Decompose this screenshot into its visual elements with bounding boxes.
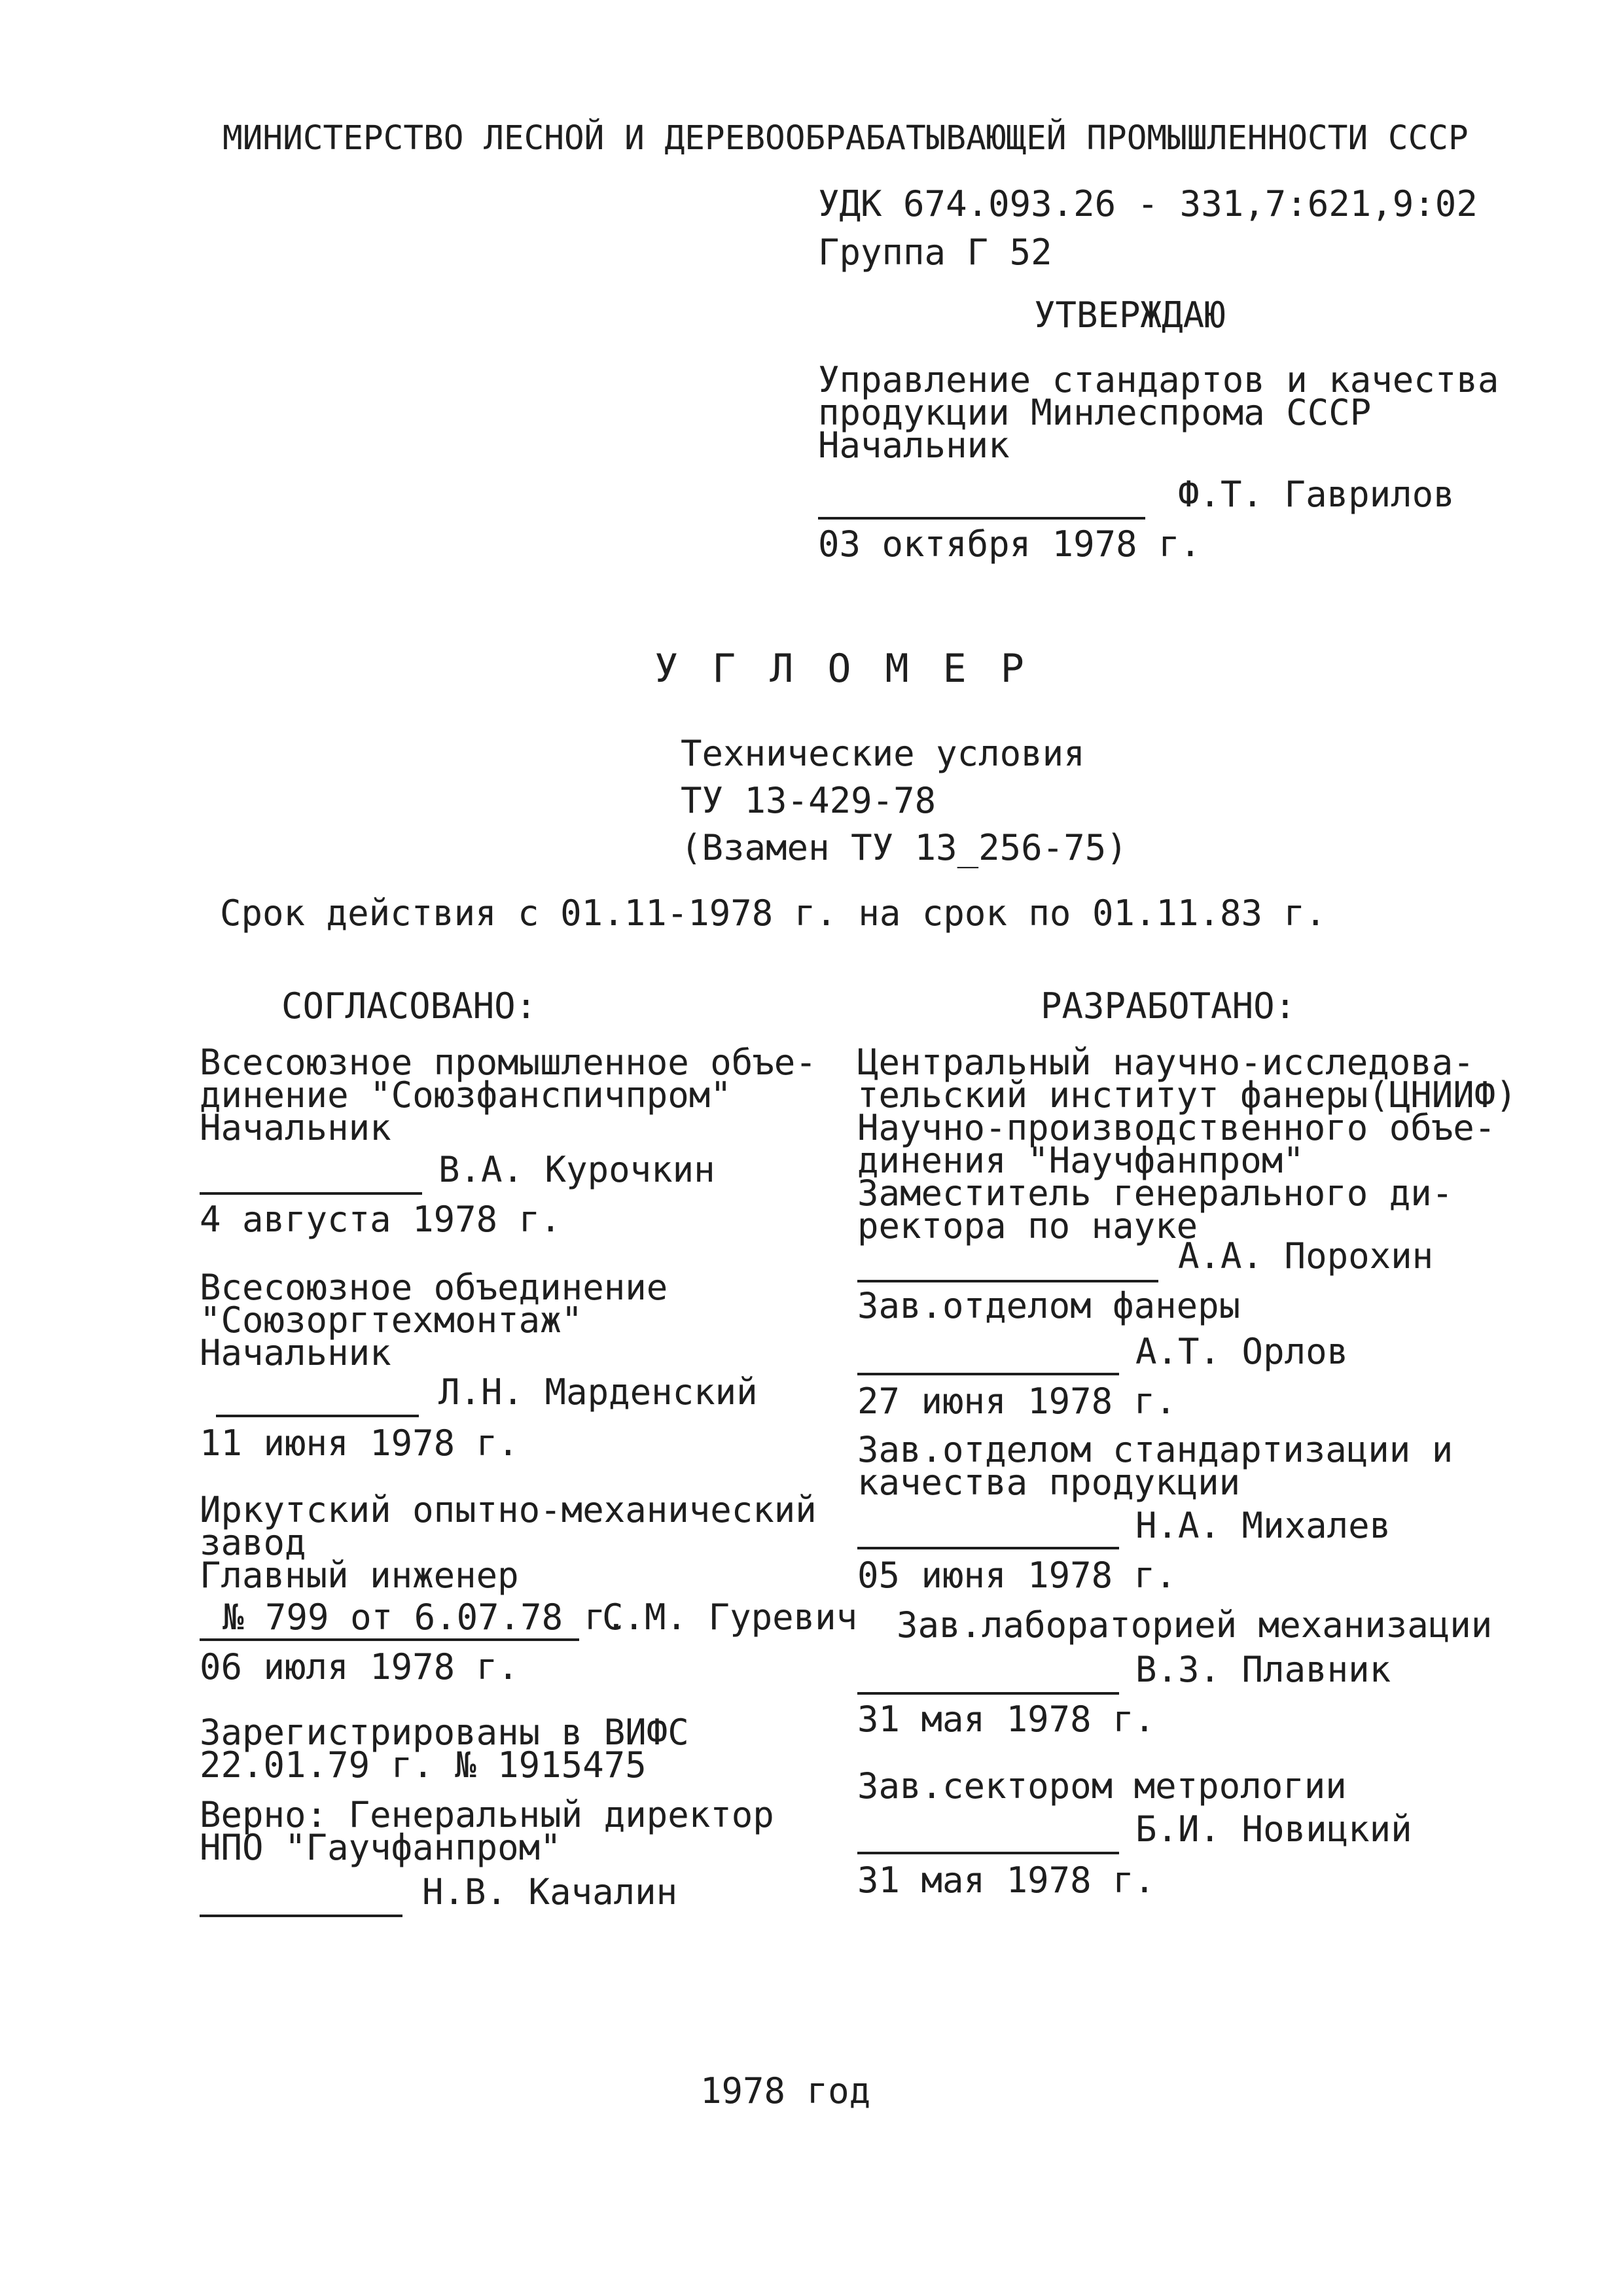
dept3-signer: В.З. Плавник — [1135, 1649, 1391, 1690]
agreed-3-note: № 799 от 6.07.78 г. — [223, 1597, 627, 1638]
verified-signature-line — [200, 1915, 402, 1917]
approval-position: Начальник — [818, 425, 1010, 466]
agreed-2-signature-line — [216, 1415, 419, 1417]
registered-line1: Зарегистрированы в ВИФС — [200, 1712, 689, 1753]
udk-code: УДК 674.093.26 - 331,7:621,9:02 — [818, 183, 1478, 224]
dept4-title: Зав.сектором метрологии — [857, 1765, 1347, 1807]
developed-heading: РАЗРАБОТАНО: — [1041, 985, 1296, 1027]
dept1-signature-line — [857, 1373, 1119, 1375]
developed-org-line3: Научно-производственного объе- — [857, 1107, 1496, 1148]
dept3-title: Зав.лабораторией механизации — [897, 1604, 1493, 1646]
agreed-2-line2: "Союзоргтехмонтаж" — [200, 1299, 583, 1341]
agreed-3-date: 06 июля 1978 г. — [200, 1646, 519, 1687]
developed-org-line4: динения "Научфанпром" — [857, 1140, 1304, 1181]
dept1-date: 27 июня 1978 г. — [857, 1381, 1177, 1422]
agreed-3-signature-line — [200, 1638, 579, 1641]
agreed-2-date: 11 июня 1978 г. — [200, 1422, 519, 1464]
footer-year: 1978 год — [700, 2070, 871, 2111]
agreed-1-line2: динение "Союзфанспичпром" — [200, 1074, 732, 1116]
document-code: ТУ 13-429-78 — [681, 780, 936, 821]
verified-signer: Н.В. Качалин — [422, 1871, 678, 1913]
dept4-date: 31 мая 1978 г. — [857, 1860, 1156, 1901]
group-code: Группа Г 52 — [818, 232, 1052, 273]
approval-date: 03 октября 1978 г. — [818, 523, 1202, 565]
agreed-3-line1: Иркутский опытно-механический — [200, 1489, 817, 1530]
approval-heading: УТВЕРЖДАЮ — [1034, 294, 1226, 336]
agreed-3-line3: Главный инженер — [200, 1555, 519, 1596]
dept4-signer: Б.И. Новицкий — [1135, 1809, 1412, 1850]
developed-org-line2: тельский институт фанеры(ЦНИИФ) — [857, 1074, 1517, 1116]
approval-signature-line — [818, 517, 1145, 520]
deputy-signature-line — [857, 1280, 1158, 1282]
dept2-line2: качества продукции — [857, 1462, 1241, 1503]
agreed-1-line1: Всесоюзное промышленное объе- — [200, 1042, 817, 1083]
dept2-line1: Зав.отделом стандартизации и — [857, 1429, 1454, 1470]
agreed-1-signer: В.А. Курочкин — [438, 1149, 715, 1190]
agreed-1-line3: Начальник — [200, 1107, 391, 1148]
agreed-1-date: 4 августа 1978 г. — [200, 1199, 562, 1240]
verified-line2: НПО "Гаучфанпром" — [200, 1827, 562, 1868]
document-title: УГЛОМЕР — [654, 646, 1058, 692]
approval-signer: Ф.Т. Гаврилов — [1178, 474, 1455, 515]
dept2-signer: Н.А. Михалев — [1135, 1505, 1391, 1546]
agreed-2-signer: Л.Н. Марденский — [438, 1371, 758, 1413]
deputy-signer: А.А. Порохин — [1178, 1235, 1434, 1277]
document-subtitle: Технические условия — [681, 733, 1085, 774]
agreed-3-line2: завод — [200, 1522, 306, 1563]
agreed-2-line1: Всесоюзное объединение — [200, 1267, 668, 1308]
developed-org-line5: Заместитель генерального ди- — [857, 1173, 1454, 1214]
developed-org-line1: Центральный научно-исследова- — [857, 1042, 1474, 1083]
agreed-heading: СОГЛАСОВАНО: — [281, 985, 537, 1027]
document-replaces: (Взамен ТУ 13_256-75) — [681, 827, 1128, 868]
dept2-signature-line — [857, 1547, 1119, 1549]
dept2-date: 05 июня 1978 г. — [857, 1555, 1177, 1596]
agreed-3-signer: С.М. Гуревич — [602, 1597, 858, 1638]
validity-period: Срок действия с 01.11-1978 г. на срок по 01.11.83 г. — [220, 892, 1327, 934]
approval-org-line2: продукции Минлеспрома СССР — [818, 392, 1372, 433]
dept1-signer: А.Т. Орлов — [1135, 1331, 1349, 1372]
approval-org-line1: Управление стандартов и качества — [818, 359, 1499, 400]
registered-line2: 22.01.79 г. № 1915475 — [200, 1744, 647, 1786]
dept3-signature-line — [857, 1692, 1119, 1695]
dept1-title: Зав.отделом фанеры — [857, 1285, 1241, 1326]
dept4-signature-line — [857, 1852, 1119, 1854]
verified-line1: Верно: Генеральный директор — [200, 1794, 774, 1835]
dept3-date: 31 мая 1978 г. — [857, 1699, 1156, 1740]
ministry-title: МИНИСТЕРСТВО ЛЕСНОЙ И ДЕРЕВООБРАБАТЫВАЮЩЕЙ ПРОМЫШЛЕННОСТИ СССР — [223, 119, 1469, 158]
agreed-1-signature-line — [200, 1192, 422, 1195]
developed-org-line6: ректора по науке — [857, 1205, 1198, 1246]
agreed-2-line3: Начальник — [200, 1332, 391, 1373]
